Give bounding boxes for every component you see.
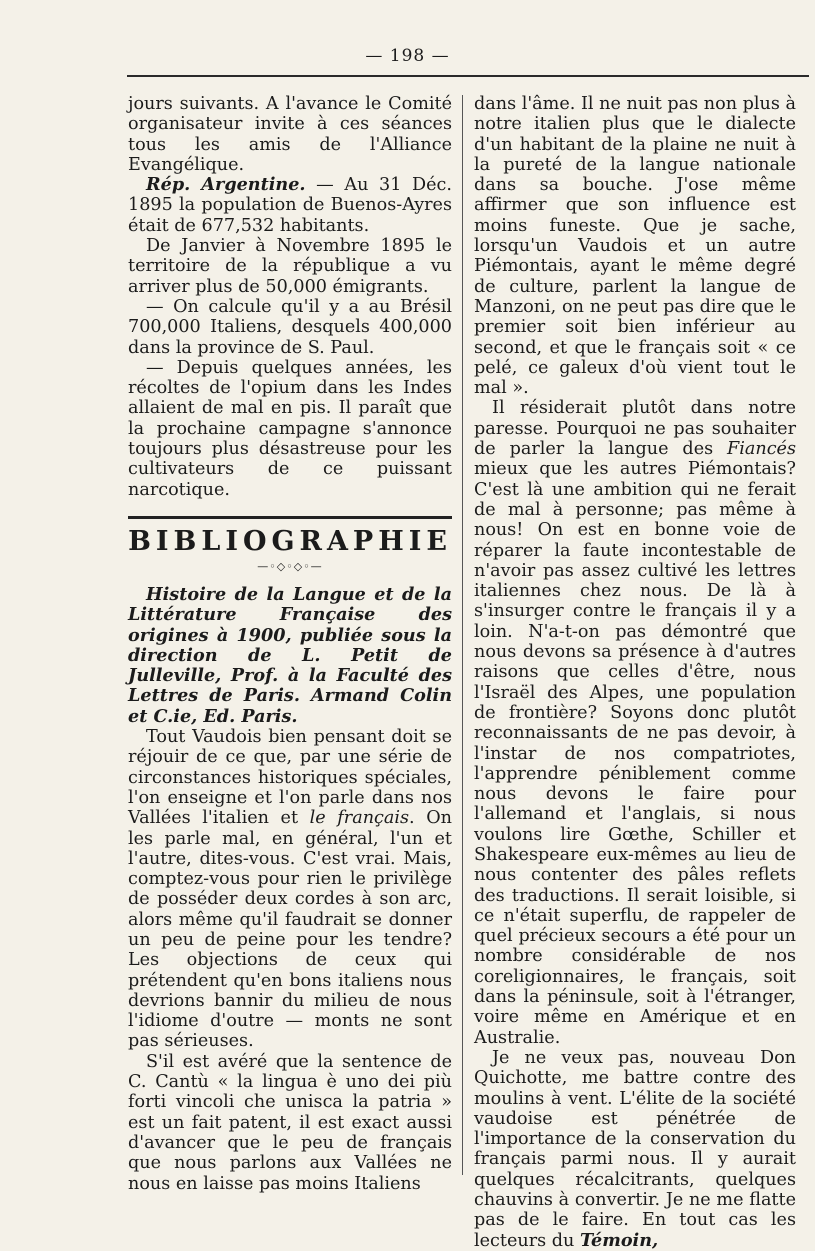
paragraph-text: . On les parle mal, en général, l'un et l'autre, dites-vous. C'est vrai. Mais, comptez-vous pour rien le privilège de posséder deux cordes à son arc, alors même qu'il faudrait se donner un peu de peine pour les tendre? Les objections de ceux qui prétendent qu'en bons italiens nous devrions bannir du milieu de nous l'idiome d'outre — monts ne sont pas sérieuses. — [128, 808, 452, 1052]
paragraph-text: Tout Vaudois bien pensant doit se réjouir de ce que, par une série de circonstances historiques spéciales, l'on enseigne et l'on parle dans nos Vallées l'italien et — [128, 727, 452, 829]
emphasis-text: le français — [309, 808, 410, 829]
paragraph-text: Je ne veux pas, nouveau Don Quichotte, me battre contre des moulins à vent. L'élite de la société vaudoise est pénétrée de l'importance de la conservation du français parmi nous. Il y aurait quelques récalcitrants, quelques chauvins à convertir. Je ne me flatte pas de le faire. En tout cas les lecteurs du — [474, 1047, 796, 1251]
emphasis-text: Fiancés — [727, 439, 796, 460]
paragraph-quichotte — [474, 1048, 796, 1251]
paragraph-text: mieux que les autres Piémontais? C'est là une ambition qui ne ferait de mal à personne; pas même à nous! On est en bonne voie de réparer la faute incontestable de n'avoir pas assez cultivé les lettres italiennes chez nous. De là à s'insurger contre le français il y a loin. N'a-t-on pas démontré que nous devons sa présence à d'autres raisons que celles d'être, nous l'Israël des Alpes, une population de frontière? Soyons donc plutôt reconnaissants de ne pas devoir, à l'instar de nos compatriotes, l'apprendre péniblement comme nous devons le faire pour l'allemand et l'anglais, si nous voulons lire Gœthe, Schiller et Shakespeare eux-mêmes au lieu de nous contenter des pâles reflets des traductions. Il serait loisible, si ce n'était superflu, de rappeler de quel précieux secours a été pour un nombre considérable de nos coreligionnaires, le français, soit dans la péninsule, soit à l'étranger, voire même en Amérique et en Australie. — [474, 459, 796, 1048]
paragraph-cantu: S'il est avéré que la sentence de C. Cantù « la lingua è uno dei più forti vincoli che unisca la patria » est un fait patent, il est exact aussi d'avancer que le peu de français que nous parlons aux Vallées ne nous en laisse pas moins Italiens — [128, 1051, 452, 1194]
right-column — [474, 94, 796, 1251]
paragraph-lead: Rép. Argentine. — [146, 174, 306, 196]
paragraph-review — [128, 727, 452, 1052]
left-column — [128, 94, 452, 1194]
paragraph-continued: dans l'âme. Il ne nuit pas non plus à notre italien plus que le dialecte d'un habitant de la plaine ne nuit à la pureté de la langue nationale dans sa bouche. J'ose même affirmer que son influence est moins funeste. Que je sache, lorsqu'un Vaudois et un autre Piémontais, ayant le même degré de culture, parlent la langue de Manzoni, on ne peut pas dire que le premier soit bien inférieur au second, et que le français soit « ce pelé, ce galeux d'où vient tout le mal ». — [474, 94, 796, 399]
paragraph-argentine — [128, 175, 452, 236]
section-rule — [128, 516, 452, 519]
paragraph-opium: — Depuis quelques années, les récoltes de l'opium dans les Indes allaient de mal en pis. Il paraît que la prochaine campagne s'annonce toujours plus désastreuse pour les cultivateurs de ce puissant narcotique. — [128, 357, 452, 500]
paragraph-paresse — [474, 398, 796, 1048]
section-title: BIBLIOGRAPHIE — [128, 525, 452, 557]
header-rule — [127, 75, 809, 77]
paragraph-text: — Au 31 Déc. 1895 la population de Buenos-Ayres était de 677,532 habitants. — [128, 175, 452, 236]
book-title: Histoire de la Langue et de la Littérature Française des origines à 1900, publiée sous la direction de L. Petit de Julleville, Prof. à la Faculté des Lettres de Paris. Armand Colin et C.ie, Ed. Paris. — [128, 583, 452, 727]
column-divider — [462, 95, 463, 1175]
paragraph-bresil: — On calcule qu'il y a au Brésil 700,000 Italiens, desquels 400,000 dans la province de S. Paul. — [128, 296, 452, 358]
page-number: — 198 — — [365, 46, 450, 66]
ornament-divider: —◦◇◦◇◦— — [257, 559, 323, 573]
paragraph-emigrants: De Janvier à Novembre 1895 le territoire de la république a vu arriver plus de 50,000 émigrants. — [128, 236, 452, 297]
paragraph-text: Il résiderait plutôt dans notre paresse. Pourquoi ne pas souhaiter de parler la langue des — [474, 398, 796, 460]
emphasis-text: Témoin, — [579, 1229, 659, 1251]
paragraph-continued: jours suivants. A l'avance le Comité organisateur invite à ces séances tous les amis de l'Alliance Evangélique. — [128, 94, 452, 175]
